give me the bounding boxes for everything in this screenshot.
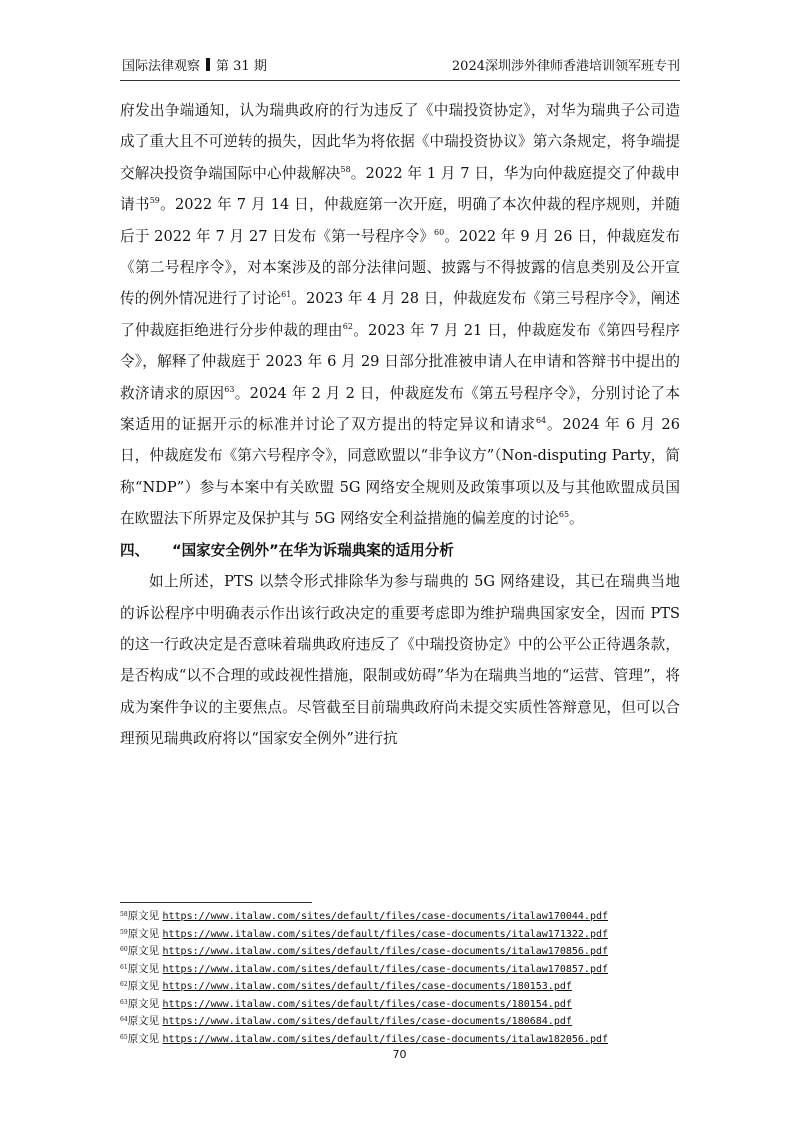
footnote-ref[interactable]: 63 xyxy=(224,384,235,394)
page-number: 70 xyxy=(392,1048,407,1061)
footnote-marker: 62 xyxy=(120,981,128,988)
section-heading xyxy=(120,535,680,566)
text-segment: 。2022 年 1 月 7 日，华为向仲裁庭提交了仲裁申请书 xyxy=(120,164,681,214)
footnote-item xyxy=(120,907,680,925)
footnote-link[interactable]: https://www.italaw.com/sites/default/files/case-documents/italaw171322.pdf xyxy=(162,928,609,940)
section-title: “国家安全例外”在华为诉瑞典案的适用分析 xyxy=(172,541,454,559)
footnotes xyxy=(120,907,680,1047)
footnote-marker: 65 xyxy=(120,1033,128,1041)
text-segment: 。2023 年 7 月 21 日，仲裁庭发布《第四号程序令》，解释了仲裁庭于 2023 年 6 月 29 日部分批准被申请人在申请和答辩书中提出的救济请求的原因 xyxy=(120,321,680,402)
footnote-marker: 60 xyxy=(120,946,128,953)
section-number: 四、 xyxy=(120,541,150,559)
paragraph-analysis: 如上所述，PTS 以禁令形式排除华为参与瑞典的 5G 网络建设，其已在瑞典当地的诉讼程序中明确表示作出该行政决定的重要考虑即为维护瑞典国家安全，因而 PTS 的这一行政决定是否意味着瑞典政府违反了《中瑞投资协定》中的公平公正待遇条款，是否构成“以不合理的或歧视性措施，限制或妨碍”华为在瑞典当地的“运营、管理”，将成为案件争议的主要焦点。尽管截至目前瑞典政府尚未提交实质性答辩意见，但可以合理预见瑞典政府将以“国家安全例外”进行抗 xyxy=(120,573,680,748)
text-segment: 。2022 年 9 月 26 日，仲裁庭发布《第二号程序令》，对本案涉及的部分法律问题、披露与不得披露的信息类别及公开宣传的例外情况进行了讨论 xyxy=(120,227,680,308)
footnote-prefix: 原文见 xyxy=(127,927,163,940)
header-rule xyxy=(120,80,680,81)
footnote-marker: 61 xyxy=(120,963,128,971)
footnote-item xyxy=(120,977,680,995)
text-segment: 。2023 年 4 月 28 日，仲裁庭发布《第三号程序令》，阐述了仲裁庭拒绝进行分步仲裁的理由 xyxy=(120,290,680,339)
footnote-ref[interactable]: 59 xyxy=(149,196,160,206)
journal-name: 国际法律观察 xyxy=(122,59,201,74)
text-segment: 。2024 年 6 月 26 日，仲裁庭发布《第六号程序令》，同意欧盟以“非争议方”（Non-disputing Party，简称“NDP”）参与本案中有关欧盟 5G 网络安全规则及政策事项以及与其他欧盟成员国在欧盟法下所界定及保护其与 5G 网络安全利益措施的偏差度的讨论 xyxy=(120,416,680,528)
text-segment: 。2022 年 7 月 14 日，仲裁庭第一次开庭，明确了本次仲裁的程序规则，并随后于 2022 年 7 月 27 日发布《第一号程序令》 xyxy=(120,196,680,245)
footnote-ref[interactable]: 64 xyxy=(535,416,547,426)
footnote-ref[interactable]: 62 xyxy=(342,321,353,331)
footnote-marker: 64 xyxy=(120,1016,128,1023)
footnote-prefix: 原文见 xyxy=(127,910,163,922)
footnote-ref[interactable]: 65 xyxy=(558,510,570,520)
footnote-item xyxy=(120,995,680,1013)
issue-number: 第 31 期 xyxy=(216,59,267,74)
text-segment: 府发出争端通知，认为瑞典政府的行为违反了《中瑞投资协定》，对华为瑞典子公司造成了重大且不可逆转的损失，因此华为将依据《中瑞投资协议》第六条规定，将争端提交解决投资争端国际中心仲裁解决 xyxy=(120,102,680,182)
footnote-prefix: 原文见 xyxy=(127,962,163,975)
footnote-prefix: 原文见 xyxy=(127,980,163,992)
footnote-prefix: 原文见 xyxy=(127,1015,163,1027)
text-segment: 。2024 年 2 月 2 日，仲裁庭发布《第五号程序令》，分别讨论了本案适用的证据开示的标准并讨论了双方提出的特定异议和请求 xyxy=(120,384,680,434)
footnote-prefix: 原文见 xyxy=(127,1032,163,1045)
footnote-item xyxy=(120,960,680,978)
footnote-item xyxy=(120,1012,680,1030)
paragraph-arbitration-timeline xyxy=(120,95,680,535)
footnote-link[interactable]: https://www.italaw.com/sites/default/files/case-documents/180154.pdf xyxy=(162,998,572,1010)
footnote-marker: 63 xyxy=(120,998,128,1006)
body-text xyxy=(120,95,680,755)
text-segment: 。 xyxy=(569,510,584,528)
footnote-link[interactable]: https://www.italaw.com/sites/default/files/case-documents/180684.pdf xyxy=(162,1016,572,1027)
footnote-link[interactable]: https://www.italaw.com/sites/default/files/case-documents/italaw170044.pdf xyxy=(162,911,609,922)
footnote-ref[interactable]: 61 xyxy=(281,290,292,300)
footnote-item xyxy=(120,942,680,960)
footnote-prefix: 原文见 xyxy=(127,997,163,1010)
footnote-ref[interactable]: 58 xyxy=(340,164,351,174)
footnote-link[interactable]: https://www.italaw.com/sites/default/files/case-documents/italaw170856.pdf xyxy=(162,946,609,957)
footnote-link[interactable]: https://www.italaw.com/sites/default/files/case-documents/italaw182056.pdf xyxy=(162,1033,609,1045)
header-divider-bar xyxy=(206,58,210,71)
footnote-link[interactable]: https://www.italaw.com/sites/default/files/case-documents/180153.pdf xyxy=(162,981,572,992)
footnote-marker: 58 xyxy=(120,911,128,918)
footnote-link[interactable]: https://www.italaw.com/sites/default/files/case-documents/italaw170857.pdf xyxy=(162,963,609,975)
footnote-rule xyxy=(120,902,312,903)
special-issue-title: 2024深圳涉外律师香港培训领军班专刊 xyxy=(451,59,680,74)
footnote-item xyxy=(120,925,680,943)
header-left xyxy=(122,58,267,76)
footnote-prefix: 原文见 xyxy=(127,945,163,957)
footnote-item xyxy=(120,1030,680,1048)
footnote-ref[interactable]: 60 xyxy=(434,227,445,237)
footnote-marker: 59 xyxy=(120,928,128,936)
